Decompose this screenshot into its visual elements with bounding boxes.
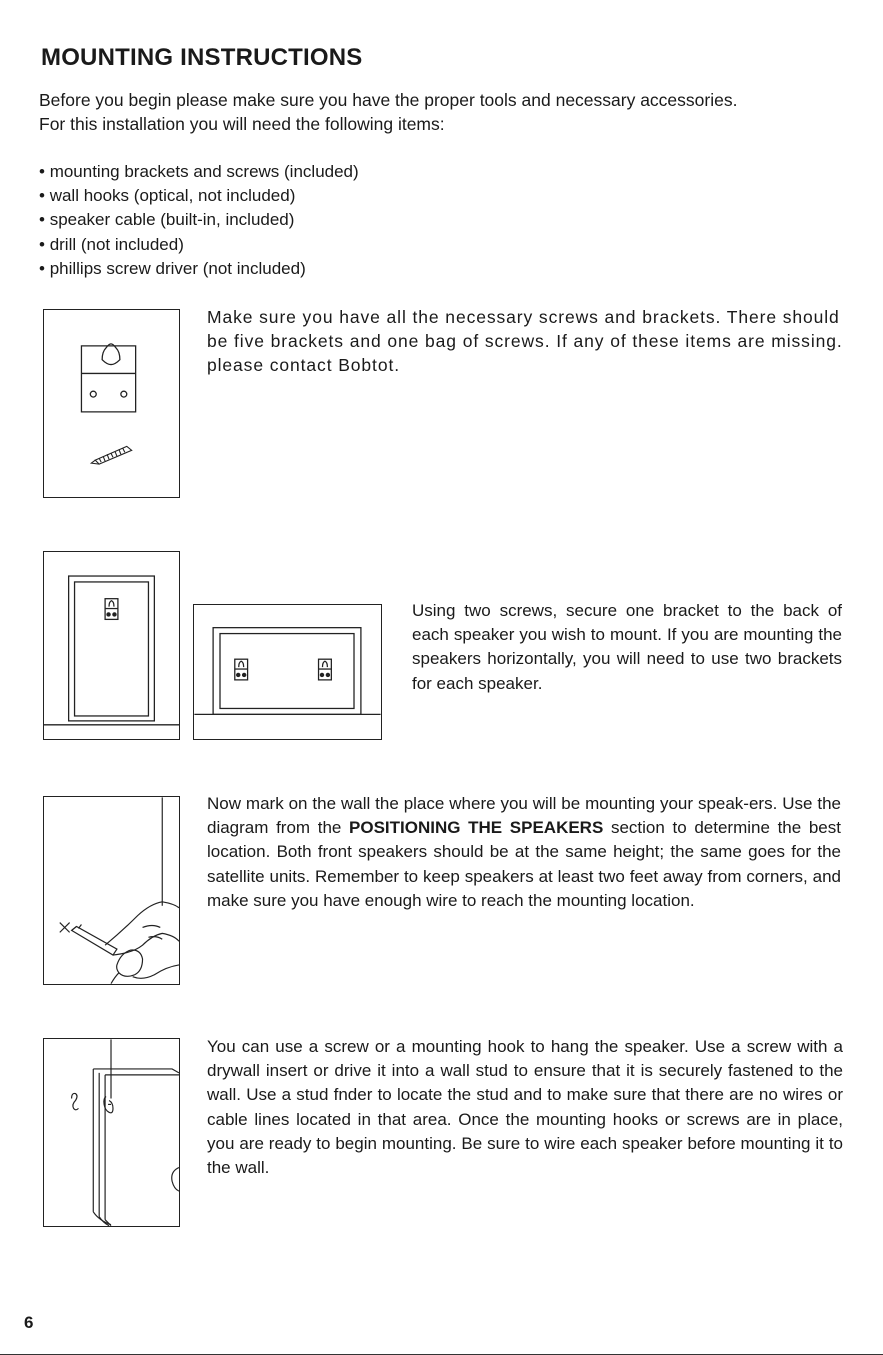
step3-text-start: Now mark on the wall the place where you will be mounting your speak-ers. Use the diagram from the	[207, 794, 841, 838]
intro-line-1: Before you begin please make sure you have the proper tools and necessary accessories.	[39, 90, 738, 110]
list-item: • speaker cable (built-in, included)	[39, 208, 359, 232]
page-title: MOUNTING INSTRUCTIONS	[41, 44, 363, 71]
required-items-list	[39, 160, 359, 281]
step2-text: Using two screws, secure one bracket to the back of each speaker you wish to mount. If you are mounting the speakers horizontally, you will need to use two brackets for each speaker.	[412, 601, 842, 693]
step1-text: Make sure you have all the necessary screws and brackets. There should be five brackets and one bag of screws. If any of these items are missing. please contact Bobtot.	[207, 307, 843, 376]
step3-text	[207, 792, 841, 913]
step4-text: You can use a screw or a mounting hook to hang the speaker. Use a screw with a drywall insert or drive it into a wall stud to ensure that it is securely fastened to the wall. Use a stud fnder to locate the stud and to make sure that there are no wires or cable lines located in that area. Once the mounting hooks or screws are in place, you are ready to begin mounting. Be sure to wire each speaker before mounting it to the wall.	[207, 1037, 843, 1178]
list-item: • mounting brackets and screws (included)	[39, 160, 359, 184]
list-item: • drill (not included)	[39, 233, 359, 257]
vertical-speaker-bracket-icon	[43, 551, 180, 740]
list-item: • phillips screw driver (not included)	[39, 257, 359, 281]
hand-marking-wall-icon	[43, 796, 180, 985]
step3-text-end: section to determine the best location. Both front speakers should be at the same height; the same goes for the satellite units. Remember to keep speakers at least two feet away from corners, and make sure you have enough wire to reach the mounting location.	[207, 818, 841, 910]
wall-hook-speaker-icon	[43, 1038, 180, 1227]
horizontal-speaker-brackets-icon	[193, 604, 382, 740]
bracket-and-screw-icon	[43, 309, 180, 498]
intro-text	[39, 88, 869, 136]
positioning-section-reference: POSITIONING THE SPEAKERS	[349, 818, 604, 838]
intro-line-2: For this installation you will need the following items:	[39, 114, 445, 134]
list-item: • wall hooks (optical, not included)	[39, 184, 359, 208]
page-number: 6	[24, 1313, 34, 1332]
